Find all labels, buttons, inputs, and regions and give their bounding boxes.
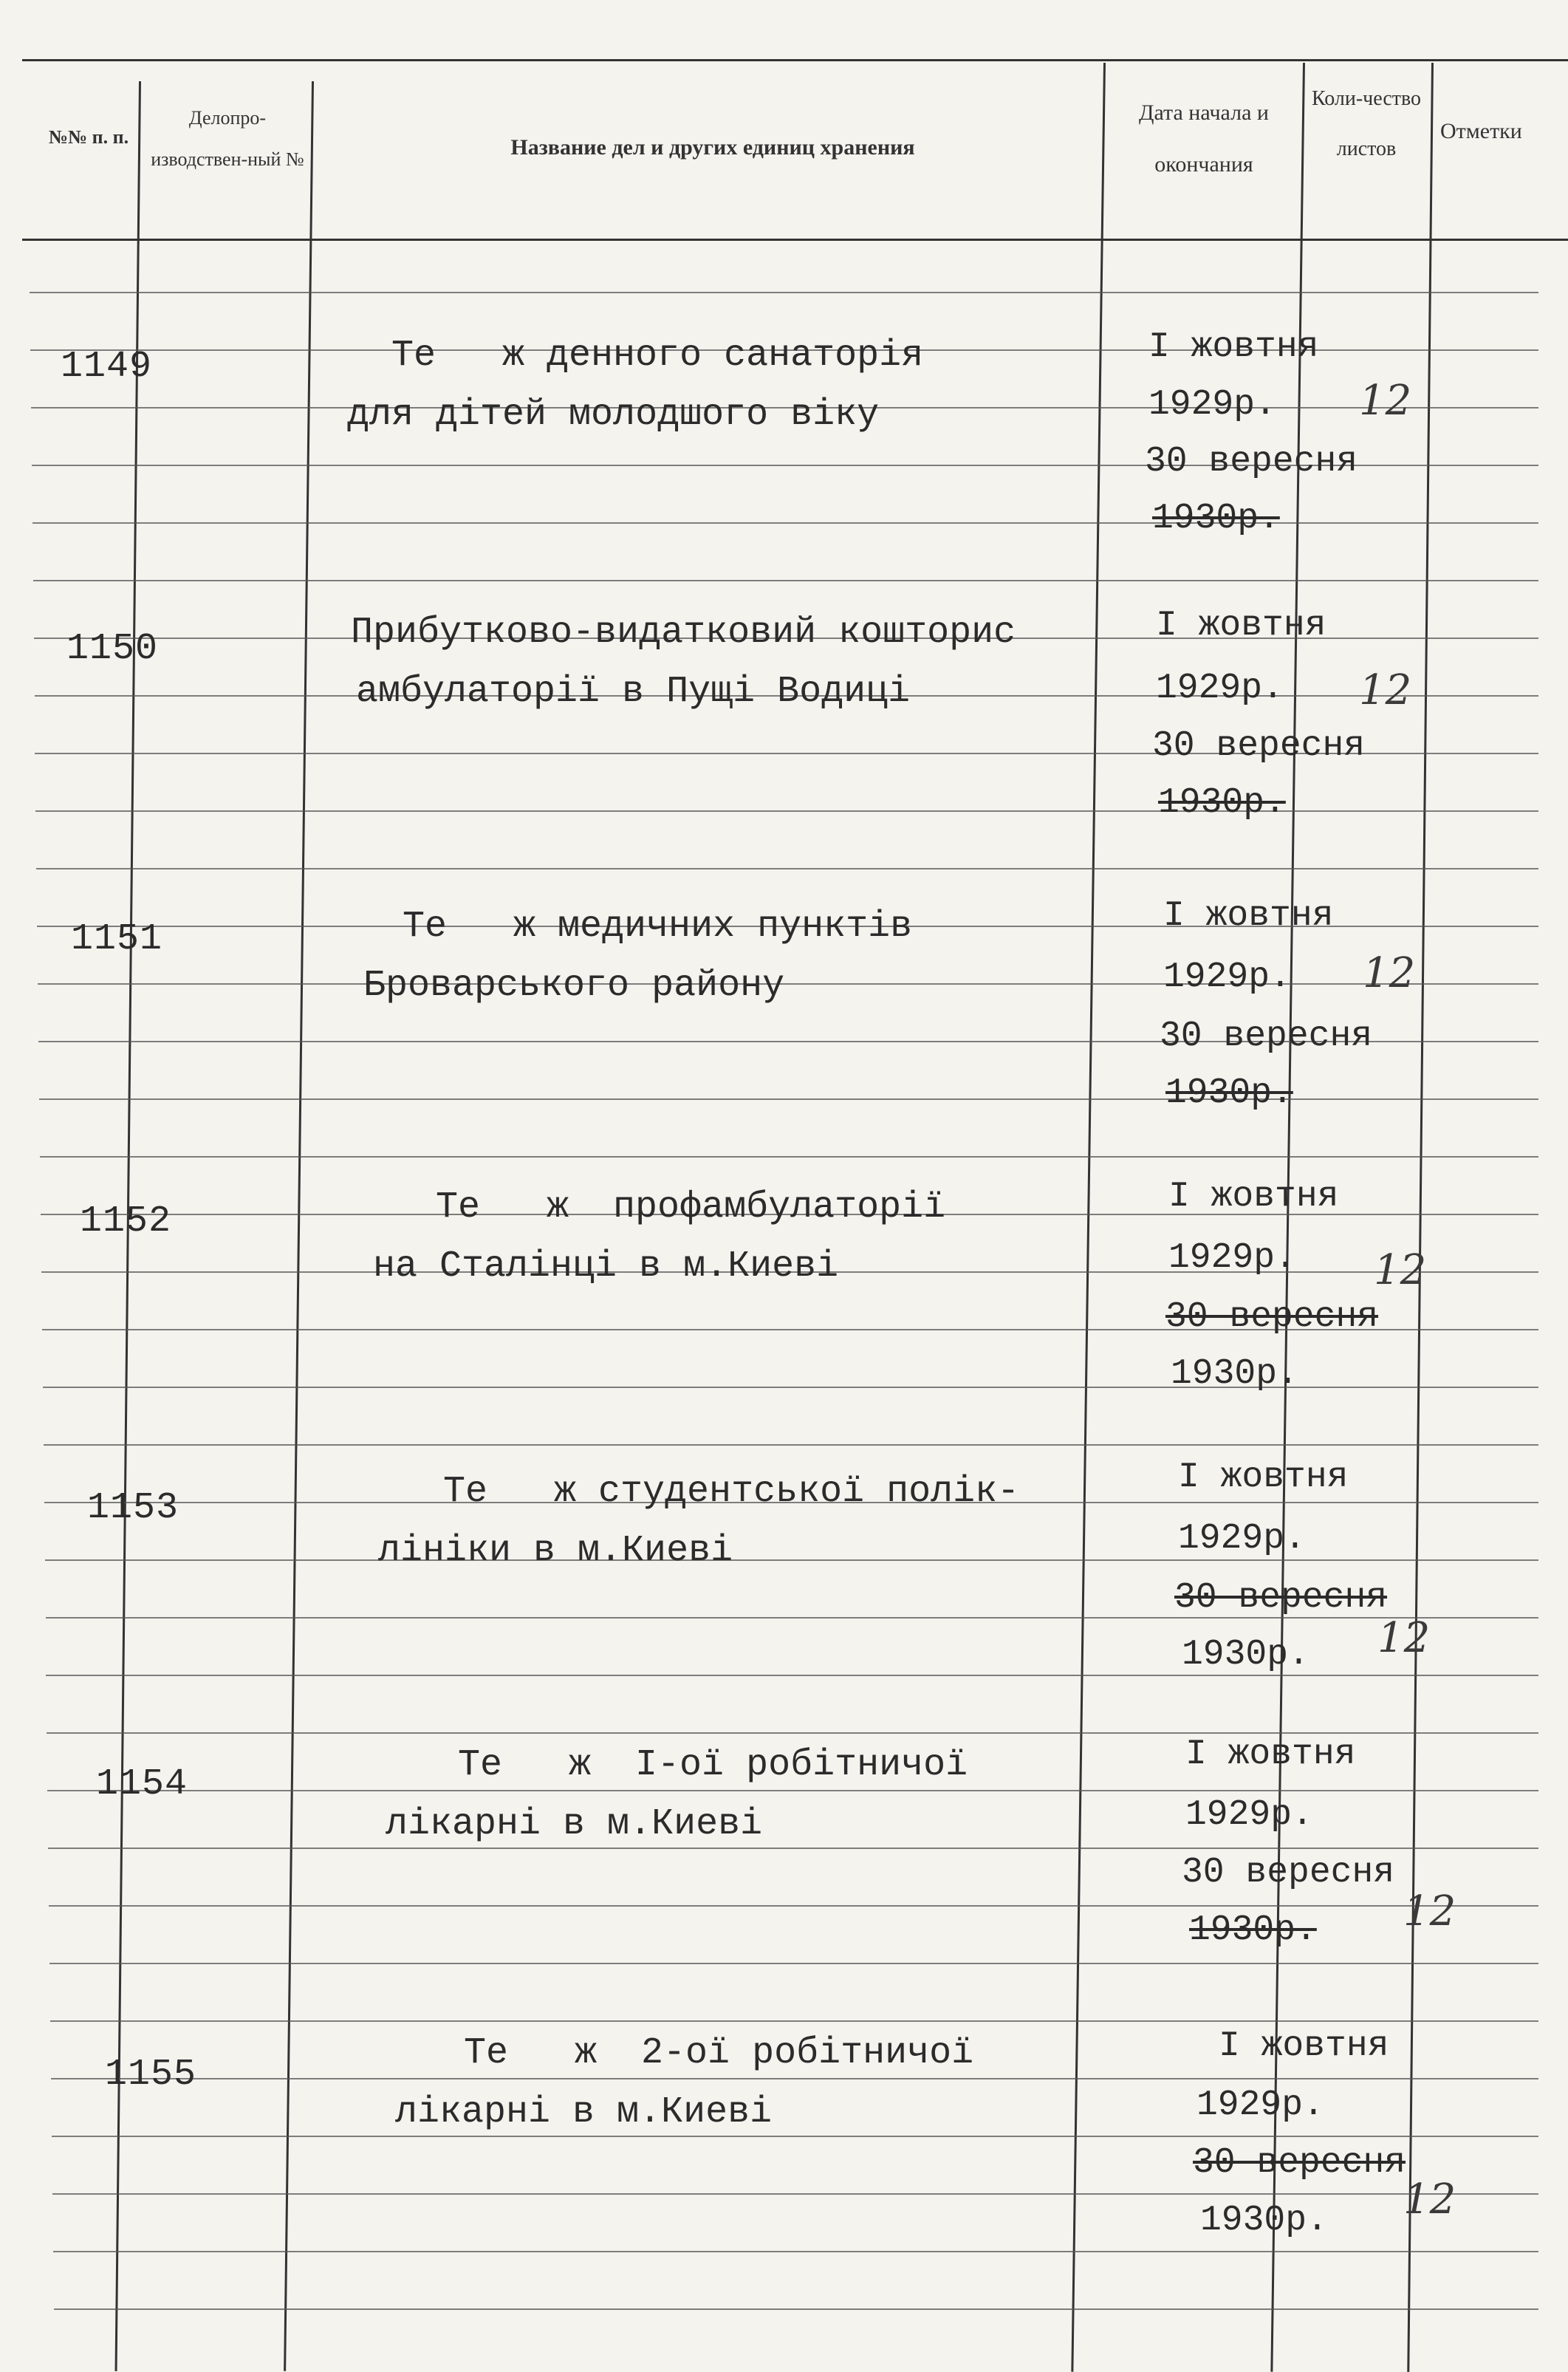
header-top-rule	[22, 59, 1568, 61]
record-number: 1150	[66, 628, 159, 670]
date-start-year: 1929р.	[1196, 2085, 1324, 2125]
ruled-line	[39, 1098, 1538, 1100]
header-notes-column: Отметки	[1440, 119, 1522, 143]
record-number: 1152	[80, 1200, 172, 1243]
date-start-year: 1929р.	[1163, 957, 1291, 997]
ruled-line	[36, 868, 1538, 869]
date-end-year: 1930р.	[1189, 1910, 1317, 1950]
record-title-line: Прибутково-видатковий кошторис	[351, 612, 1016, 654]
date-end-day: 30 вересня	[1152, 726, 1366, 766]
record-number: 1153	[87, 1487, 179, 1529]
ruled-line	[30, 292, 1538, 293]
ruled-line	[33, 580, 1538, 581]
record-title-line: лікарні в м.Киеві	[395, 2091, 773, 2133]
date-end-year: 1930р.	[1200, 2201, 1328, 2241]
record-title-line: на Сталінці в м.Киеві	[373, 1245, 839, 1288]
ruled-line	[32, 522, 1538, 524]
date-start-day: І жовтня	[1148, 327, 1319, 367]
date-end-day: 30 вересня	[1193, 2143, 1406, 2183]
date-start-year: 1929р.	[1156, 669, 1284, 708]
sheet-count: 12	[1374, 1246, 1427, 1294]
record-title-line: лікарні в м.Киеві	[386, 1803, 763, 1845]
date-end-year: 1930р.	[1158, 783, 1286, 823]
date-start-day: І жовтня	[1163, 896, 1334, 936]
sheet-count: 12	[1363, 949, 1416, 997]
record-number: 1155	[105, 2054, 197, 2096]
date-start-day: І жовтня	[1168, 1177, 1339, 1217]
sheet-count: 12	[1403, 2176, 1456, 2224]
ruled-line	[54, 2308, 1538, 2310]
date-end-year: 1930р.	[1165, 1073, 1293, 1113]
date-start-day: І жовтня	[1178, 1457, 1349, 1497]
date-end-day: 30 вересня	[1145, 442, 1358, 482]
date-start-year: 1929р.	[1168, 1238, 1296, 1278]
date-start-year: 1929р.	[1148, 385, 1276, 425]
date-end-year: 1930р.	[1171, 1354, 1298, 1394]
record-title-line: Те ж профамбулаторії	[436, 1186, 946, 1228]
record-title-line: Те ж денного санаторія	[391, 335, 924, 377]
record-title-line: Броварського району	[363, 965, 785, 1007]
record-number: 1154	[96, 1763, 188, 1805]
header-date-column: Дата начала и окончания	[1139, 100, 1269, 177]
ruled-line	[45, 1559, 1538, 1561]
sheet-count: 12	[1403, 1887, 1456, 1935]
column-divider	[1071, 63, 1106, 2372]
sheet-count: 12	[1359, 377, 1412, 425]
date-end-day: 30 вересня	[1182, 1853, 1395, 1893]
record-number: 1151	[71, 918, 163, 960]
ruled-line	[46, 1675, 1538, 1676]
date-start-day: І жовтня	[1219, 2026, 1389, 2066]
header-sheets-column: Коли-чество листов	[1311, 87, 1422, 160]
record-title-line: Те ж І-ої робітничої	[458, 1744, 968, 1786]
sheet-count: 12	[1359, 666, 1412, 714]
date-end-day: 30 вересня	[1165, 1297, 1379, 1337]
date-start-year: 1929р.	[1178, 1519, 1306, 1559]
column-divider	[284, 81, 314, 2371]
record-title-line: лініки в м.Киеві	[378, 1530, 733, 1572]
ruled-line	[53, 2251, 1538, 2252]
record-number: 1149	[61, 346, 153, 388]
ruled-line	[44, 1444, 1538, 1446]
date-end-year: 1930р.	[1182, 1635, 1309, 1675]
record-title-line: для дітей молодшого віку	[347, 394, 880, 436]
header-title-column: Название дел и других единиц хранения	[510, 135, 915, 160]
ruled-line	[38, 983, 1538, 985]
date-start-day: І жовтня	[1156, 606, 1326, 646]
ruled-line	[43, 1387, 1538, 1388]
date-end-day: 30 вересня	[1174, 1578, 1388, 1618]
header-delo-column: Делопро-изводствен-ный №	[151, 107, 304, 170]
ruled-line	[35, 810, 1538, 812]
record-title-line: амбулаторії в Пущі Водиці	[356, 671, 911, 713]
ruled-line	[49, 1963, 1538, 1964]
date-end-year: 1930р.	[1152, 499, 1280, 539]
record-title-line: Те ж медичних пунктів	[403, 906, 913, 948]
ruled-line	[40, 1156, 1538, 1158]
record-title-line: Те ж студентської полік-	[443, 1471, 1020, 1513]
date-end-day: 30 вересня	[1160, 1016, 1373, 1056]
sheet-count: 12	[1377, 1614, 1431, 1662]
header-bottom-rule	[22, 239, 1568, 241]
header-number-column: №№ п. п.	[48, 126, 129, 148]
date-start-day: І жовтня	[1185, 1734, 1356, 1774]
record-title-line: Те ж 2-ої робітничої	[464, 2032, 974, 2074]
date-start-year: 1929р.	[1185, 1795, 1313, 1835]
